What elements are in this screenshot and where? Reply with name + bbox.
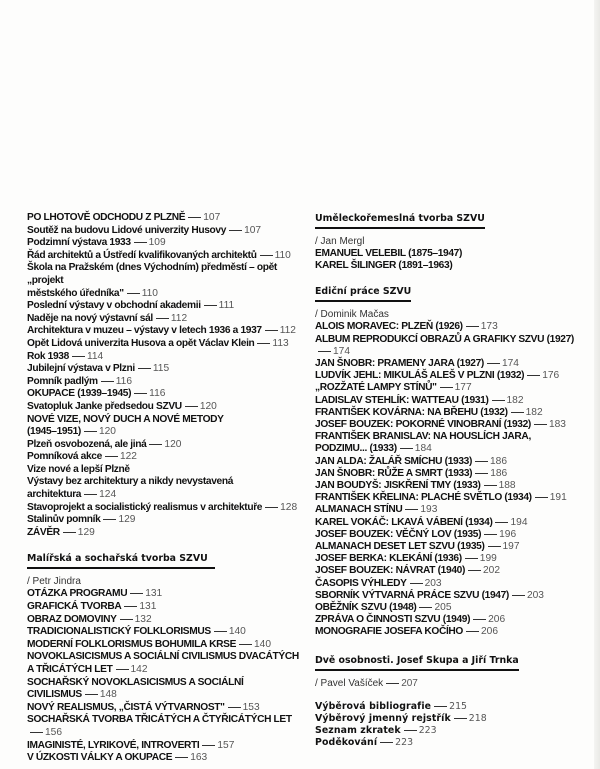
- toc-entry: [27, 514, 307, 527]
- page-number: 184: [414, 443, 432, 455]
- leader-dash: [440, 387, 453, 388]
- entry-title: LUDVÍK JEHL: MIKULÁŠ ALEŠ V PLZNI (1932): [315, 370, 525, 382]
- page-number: 131: [139, 601, 157, 613]
- page-number: 140: [254, 638, 272, 650]
- leader-dash: [512, 595, 525, 596]
- leader-dash: [466, 326, 479, 327]
- toc-entry: [315, 529, 591, 541]
- page-number: 129: [77, 526, 95, 538]
- toc-entry: [27, 388, 307, 401]
- entry-title: Jubilejní výstava v Plzni: [27, 363, 135, 375]
- toc-entry: [27, 414, 307, 427]
- toc-entry: [315, 492, 591, 504]
- page-number: 124: [99, 489, 117, 501]
- entry-title: JAN ŠNOBR: PRAMENY JARA (1927): [315, 358, 484, 370]
- toc-entry: [27, 588, 307, 601]
- entry-title: Rok 1938: [27, 350, 69, 362]
- leader-dash: [419, 607, 432, 608]
- entry-title: IMAGINISTÉ, LYRIKOVÉ, INTROVERTI: [27, 739, 200, 751]
- leader-dash: [410, 583, 423, 584]
- entry-title: FRANTIŠEK KŘELINA: PLACHÉ SVĚTLO (1934): [315, 492, 532, 504]
- toc-entry: [27, 225, 307, 238]
- entry-title: ALMANACH DESET LET SZVU (1935): [315, 541, 485, 553]
- toc-list-editions: [315, 321, 591, 638]
- page-number: 107: [203, 212, 221, 223]
- page-number: 182: [506, 394, 524, 406]
- section-author: / Dominik Mačas: [315, 309, 389, 321]
- leader-dash: [30, 732, 43, 733]
- toc-entry: [315, 614, 591, 626]
- leader-dash: [103, 519, 116, 520]
- page-number: 193: [420, 504, 438, 516]
- page-number: 111: [218, 300, 235, 312]
- entry-title: (1945–1951): [27, 426, 81, 438]
- page-number: 194: [510, 516, 528, 528]
- entry-title: ALMANACH STÍNU: [315, 504, 403, 516]
- entry-title: A TŘICÁTÝCH LET: [27, 664, 113, 675]
- page-number: 116: [149, 388, 166, 400]
- leader-dash: [404, 730, 417, 731]
- leader-dash: [63, 532, 76, 533]
- section-author: [315, 677, 591, 690]
- leader-dash: [156, 318, 169, 319]
- page-number: 174: [333, 345, 350, 357]
- entry-title: NOVÉ VIZE, NOVÝ DUCH A NOVÉ METODY: [27, 413, 224, 425]
- entry-title: Vize nové a lepší Plzně: [27, 463, 130, 475]
- entry-title: Pomník padlým: [27, 375, 98, 387]
- entry-title: ZÁVĚR: [27, 526, 60, 538]
- page-number: 207: [401, 677, 418, 689]
- entry-title: Výstavy bez architektury a nikdy nevystavená: [27, 476, 234, 488]
- left-column: [27, 212, 307, 765]
- toc-entry: [315, 517, 591, 529]
- toc-entry: [27, 639, 307, 652]
- entry-title: architektura: [27, 489, 82, 501]
- page-number: 183: [548, 419, 566, 431]
- page-number: 177: [454, 382, 472, 394]
- page-number: 203: [424, 577, 442, 589]
- entry-title: městského úředníka": [27, 287, 124, 299]
- page-number: 196: [499, 528, 517, 540]
- page-number: 116: [115, 375, 132, 387]
- page-number: 215: [449, 700, 468, 712]
- entry-title: MODERNÍ FOLKLORISMUS BOHUMILA KRSE: [27, 638, 237, 650]
- toc-list-crafts: [315, 248, 591, 272]
- entry-title: ALOIS MORAVEC: PLZEŇ (1926): [315, 321, 463, 333]
- entry-title: PO LHOTOVĚ ODCHODU Z PLZNĚ: [27, 212, 186, 223]
- entry-title: Stalinův pomník: [27, 514, 101, 526]
- entry-title: GRAFICKÁ TVORBA: [27, 601, 122, 613]
- page-number: 182: [525, 406, 543, 418]
- page-number: 163: [190, 752, 208, 764]
- page-number: 128: [280, 501, 298, 513]
- leader-dash: [239, 644, 252, 645]
- entry-title: Škola na Pražském (dnes Východním) předměstí – opět „projekt: [27, 262, 277, 286]
- page-number: 156: [45, 726, 62, 738]
- toc-entry: [315, 590, 591, 602]
- leader-dash: [484, 485, 497, 486]
- page-number: 223: [395, 737, 414, 749]
- entry-title: KAREL ŠILINGER (1891–1963): [315, 260, 453, 272]
- toc-entry: [27, 237, 307, 250]
- leader-dash: [265, 507, 278, 508]
- leader-dash: [130, 593, 143, 594]
- toc-entry: [27, 702, 307, 715]
- toc-entry: [27, 489, 307, 502]
- leader-dash: [101, 381, 114, 382]
- leader-dash: [116, 669, 129, 670]
- toc-entry: [27, 376, 307, 389]
- page-number: 176: [542, 370, 560, 382]
- toc-list-architecture: [27, 212, 307, 539]
- entry-title: KAREL VOKÁČ: LKAVÁ VÁBENÍ (1934): [315, 516, 493, 528]
- leader-dash: [468, 570, 481, 571]
- toc-entry: [315, 701, 591, 713]
- toc-entry: [27, 250, 307, 263]
- entry-title: Seznam zkratek: [315, 725, 401, 737]
- section-author: / Petr Jindra: [27, 576, 81, 588]
- page-number: 157: [217, 739, 235, 751]
- page-number: 140: [228, 626, 246, 638]
- entry-title: OKUPACE (1939–1945): [27, 388, 132, 400]
- toc-entry: [27, 439, 307, 452]
- toc-entry: [27, 300, 307, 313]
- leader-dash: [535, 497, 548, 498]
- leader-dash: [400, 448, 413, 449]
- leader-dash: [475, 461, 488, 462]
- page-number: 199: [479, 553, 497, 565]
- entry-title: SBORNÍK VÝTVARNÁ PRÁCE SZVU (1947): [315, 589, 509, 601]
- toc-entry: [27, 740, 307, 753]
- toc-entry: [315, 626, 591, 638]
- toc-entry: [315, 260, 591, 272]
- page-number: 110: [141, 287, 158, 299]
- entry-title: V ÚZKOSTI VÁLKY A OKUPACE: [27, 752, 173, 764]
- page-number: 115: [152, 363, 170, 375]
- toc-entry: [27, 651, 307, 664]
- page-number: 112: [279, 325, 296, 337]
- page-number: 206: [488, 614, 506, 626]
- toc-entry: [27, 363, 307, 376]
- toc-entry: [27, 464, 307, 477]
- leader-dash: [202, 745, 215, 746]
- leader-dash: [466, 631, 479, 632]
- entry-title: „ROZŽATÉ LAMPY STÍNŮ": [315, 382, 437, 394]
- leader-dash: [228, 707, 241, 708]
- toc-entry: [315, 737, 591, 749]
- entry-title: LADISLAV STEHLÍK: WATTEAU (1931): [315, 394, 489, 406]
- toc-list-painting: [27, 588, 307, 764]
- leader-dash: [120, 619, 133, 620]
- toc-entry: [315, 382, 591, 394]
- leader-dash: [386, 683, 399, 684]
- toc-entry: [315, 370, 591, 382]
- page-number: 188: [498, 480, 516, 492]
- page-number: 132: [134, 613, 152, 625]
- leader-dash: [85, 694, 98, 695]
- entry-title: Výběrová bibliografie: [315, 700, 432, 712]
- page-number: 148: [99, 689, 117, 701]
- entry-title: TRADICIONALISTICKÝ FOLKLORISMUS: [27, 626, 211, 638]
- entry-title: JAN ŠNOBR: RŮŽE A SMRT (1933): [315, 467, 473, 479]
- entry-title: NOVOKLASICISMUS A SOCIÁLNÍ CIVILISMUS DVACÁTÝCH: [27, 651, 299, 663]
- entry-title: Poděkování: [315, 737, 378, 749]
- page-number: 131: [145, 588, 163, 600]
- entry-title: Podzimní výstava 1933: [27, 237, 131, 249]
- page-number: 203: [526, 589, 544, 601]
- leader-dash: [465, 558, 478, 559]
- leader-dash: [134, 393, 147, 394]
- page-number: 120: [164, 438, 182, 450]
- toc-entry: [315, 553, 591, 565]
- leader-dash: [229, 230, 242, 231]
- entry-title: ČASOPIS VÝHLEDY: [315, 577, 407, 589]
- entry-title: MONOGRAFIE JOSEFA KOČÍHO: [315, 626, 464, 638]
- toc-entry: [315, 419, 591, 431]
- entry-title: Pomníková akce: [27, 451, 102, 463]
- leader-dash: [84, 431, 97, 432]
- toc-entry: [315, 480, 591, 492]
- toc-entry: [27, 401, 307, 414]
- toc-entry: [27, 664, 307, 677]
- leader-dash: [185, 406, 198, 407]
- leader-dash: [380, 742, 393, 743]
- toc-entry: [27, 313, 307, 326]
- entry-title: Soutěž na budovu Lidové univerzity Husovy: [27, 224, 227, 236]
- leader-dash: [124, 606, 137, 607]
- toc-entry: [27, 689, 307, 702]
- toc-entry: [27, 351, 307, 364]
- page-number: 122: [119, 451, 137, 463]
- page-number: 186: [490, 467, 508, 479]
- page-number: 129: [118, 514, 136, 526]
- entry-title: SOCHAŘSKÝ NOVOKLASICISMUS A SOCIÁLNÍ: [27, 676, 244, 688]
- page-number: 206: [481, 626, 499, 638]
- page-number: 202: [483, 565, 500, 577]
- entry-title: OTÁZKA PROGRAMU: [27, 588, 128, 600]
- entry-title: NOVÝ REALISMUS, „ČISTÁ VÝTVARNOST": [27, 701, 225, 713]
- leader-dash: [265, 330, 278, 331]
- entry-title: Výběrový jmenný rejstřík: [315, 712, 451, 724]
- entry-title: JAN BOUDYŠ: JISKŘENÍ TMY (1933): [315, 480, 481, 492]
- toc-entry: [315, 248, 591, 260]
- leader-dash: [204, 305, 217, 306]
- entry-title: JOSEF BOUZEK: NÁVRAT (1940): [315, 565, 465, 577]
- entry-title: EMANUEL VELEBIL (1875–1947): [315, 248, 463, 259]
- page-number: 113: [272, 337, 289, 349]
- toc-entry: [315, 504, 591, 516]
- toc-entry: [27, 502, 307, 515]
- leader-dash: [72, 356, 85, 357]
- toc-entry: [315, 468, 591, 480]
- toc-entry: [27, 677, 307, 690]
- toc-entry: [315, 565, 591, 577]
- toc-entry: [315, 443, 591, 455]
- leader-dash: [487, 363, 500, 364]
- toc-entry: [315, 431, 591, 443]
- page-number: 218: [468, 712, 487, 724]
- leader-dash: [405, 509, 418, 510]
- entry-title: FRANTIŠEK BRANISLAV: NA HOUSLÍCH JARA,: [315, 431, 531, 443]
- toc-entry: [315, 602, 591, 614]
- toc-entry: [27, 752, 307, 765]
- section-heading: Ediční práce SZVU: [315, 286, 411, 302]
- page-number: 197: [502, 541, 520, 553]
- page-number: 174: [501, 358, 519, 370]
- page-number: 110: [274, 249, 291, 261]
- entry-title: Řád architektů a Ústředí kvalifikovaných architektů: [27, 249, 257, 261]
- toc-entry: [27, 476, 307, 489]
- entry-title: JOSEF BERKA: KLEKÁNÍ (1936): [315, 553, 462, 565]
- page-number: 205: [434, 602, 452, 614]
- entry-title: Stavoprojekt a socialistický realismus v architektuře: [27, 501, 263, 513]
- leader-dash: [214, 631, 227, 632]
- page-number: 114: [86, 350, 104, 362]
- page-number: 120: [98, 426, 116, 438]
- right-column: [315, 208, 591, 750]
- leader-dash: [473, 619, 486, 620]
- entry-title: OBRAZ DOMOVINY: [27, 613, 117, 625]
- page-number: 186: [490, 455, 508, 467]
- page-number: 112: [170, 312, 188, 324]
- entry-title: JOSEF BOUZEK: VĚČNÝ LOV (1935): [315, 528, 482, 540]
- leader-dash: [495, 522, 508, 523]
- leader-dash: [105, 456, 118, 457]
- toc-entry: [27, 426, 307, 439]
- toc-entry: [27, 626, 307, 639]
- toc-entry: [27, 288, 307, 301]
- leader-dash: [527, 375, 540, 376]
- page-edge: [594, 0, 600, 769]
- section-heading: Malířská a sochařská tvorba SZVU: [27, 553, 215, 569]
- toc-entry: [27, 325, 307, 338]
- entry-title: SOCHAŘSKÁ TVORBA TŘICÁTÝCH A ČTYŘICÁTÝCH LET: [27, 714, 292, 726]
- leader-dash: [188, 217, 201, 218]
- toc-entry: [315, 407, 591, 419]
- entry-title: Plzeň osvobozená, ale jiná: [27, 438, 147, 450]
- section-heading: Uměleckořemeslná tvorba SZVU: [315, 213, 485, 229]
- entry-title: Architektura v muzeu – výstavy v letech 1936 a 1937: [27, 325, 262, 337]
- entry-title: Opět Lidová univerzita Husova a opět Václav Klein: [27, 337, 255, 349]
- leader-dash: [175, 757, 188, 758]
- section-author: / Jan Mergl: [315, 236, 365, 247]
- entry-title: Poslední výstavy v obchodní akademii: [27, 300, 201, 312]
- toc-entry: [27, 614, 307, 627]
- entry-title: Svatopluk Janke předsedou SZVU: [27, 400, 182, 412]
- toc-entry: [315, 321, 591, 333]
- toc-entry: [27, 451, 307, 464]
- leader-dash: [511, 412, 524, 413]
- toc-entry: [315, 725, 591, 737]
- page-number: 142: [130, 664, 148, 675]
- leader-dash: [488, 546, 501, 547]
- entry-title: JAN ALDA: ŽALÁŘ SMÍCHU (1933): [315, 455, 473, 467]
- toc-entry: [315, 713, 591, 725]
- leader-dash: [149, 444, 162, 445]
- page-number: 120: [199, 400, 217, 412]
- leader-dash: [257, 343, 270, 344]
- leader-dash: [434, 706, 447, 707]
- page-number: 223: [418, 725, 437, 737]
- toc-entry: [315, 395, 591, 407]
- entry-title: ZPRÁVA O ČINNOSTI SZVU (1949): [315, 614, 471, 626]
- toc-entry: [315, 578, 591, 590]
- entry-title: PODZIMU... (1933): [315, 443, 397, 455]
- toc-entry: [27, 527, 307, 540]
- leader-dash: [127, 293, 140, 294]
- toc-entry: [27, 601, 307, 614]
- toc-entry: [315, 456, 591, 468]
- toc-entry: [315, 334, 591, 358]
- toc-entry: [315, 358, 591, 370]
- page-number: 107: [244, 224, 262, 236]
- leader-dash: [475, 473, 488, 474]
- leader-dash: [454, 718, 467, 719]
- leader-dash: [534, 424, 547, 425]
- entry-title: JOSEF BOUZEK: POKORNÉ VINOBRANÍ (1932): [315, 419, 531, 431]
- leader-dash: [84, 494, 97, 495]
- page-number: 191: [549, 492, 567, 504]
- section-heading: Dvě osobnosti. Josef Skupa a Jiří Trnka: [315, 655, 519, 671]
- leader-dash: [134, 242, 147, 243]
- page-number: 153: [242, 701, 260, 713]
- page-number: 109: [148, 237, 166, 249]
- toc-list-appendix: [315, 701, 591, 750]
- leader-dash: [484, 534, 497, 535]
- leader-dash: [492, 400, 505, 401]
- toc-entry: [27, 212, 307, 225]
- entry-title: ALBUM REPRODUKCÍ OBRAZŮ A GRAFIKY SZVU (1927): [315, 333, 574, 345]
- toc-entry: [27, 338, 307, 351]
- entry-title: Naděje na nový výstavní sál: [27, 312, 153, 324]
- toc-entry: [315, 541, 591, 553]
- entry-title: OBĚŽNÍK SZVU (1948): [315, 602, 417, 614]
- leader-dash: [318, 351, 331, 352]
- toc-entry: [27, 714, 307, 739]
- leader-dash: [138, 368, 151, 369]
- leader-dash: [260, 255, 273, 256]
- entry-title: FRANTIŠEK KOVÁRNA: NA BŘEHU (1932): [315, 406, 508, 418]
- toc-entry: [27, 262, 307, 287]
- page-number: 173: [480, 321, 498, 333]
- author-name: / Pavel Vašíček: [315, 677, 384, 689]
- entry-title: CIVILISMUS: [27, 689, 82, 701]
